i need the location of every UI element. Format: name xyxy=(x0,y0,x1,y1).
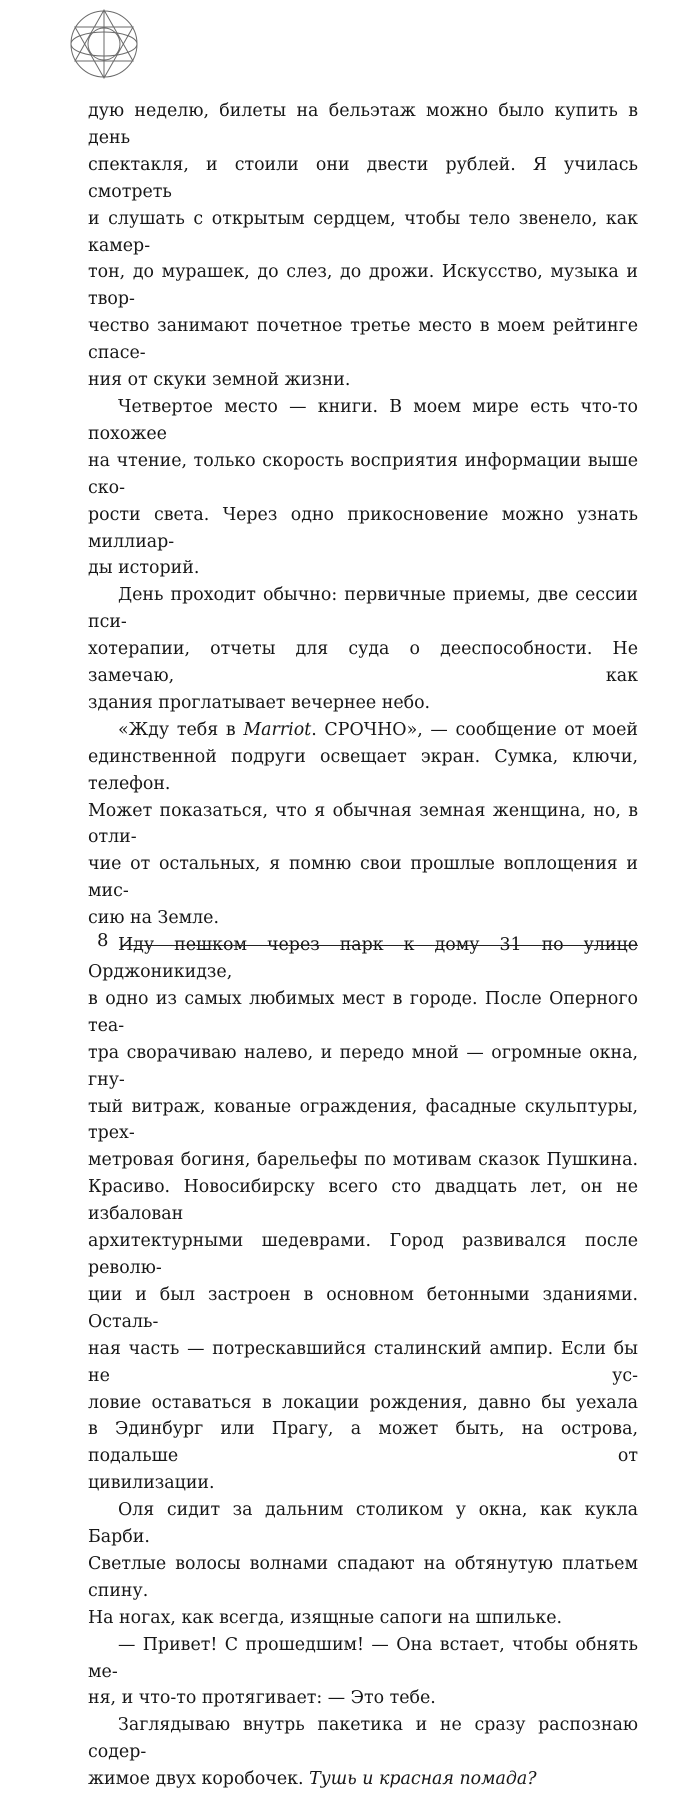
text-line: . СРОЧНО», — сообщение от моей xyxy=(311,719,638,740)
text-line: ная часть — потрескавшийся сталинский ампир. Если бы не ус- xyxy=(88,1338,638,1386)
text-line: Оля сидит за дальним столиком у окна, как кукла Барби. xyxy=(88,1500,638,1548)
paragraph xyxy=(88,394,638,582)
page-number: 8 xyxy=(97,930,109,951)
text-line: спектакля, и стоили они двести рублей. Я училась смотреть xyxy=(88,154,638,202)
text-line: цивилизации. xyxy=(88,1473,215,1494)
text-line: тра сворачиваю налево, и передо мной — огромные окна, гну- xyxy=(88,1042,638,1090)
paragraph xyxy=(88,717,638,932)
text-line: ды историй. xyxy=(88,558,200,579)
paragraph xyxy=(88,582,638,717)
text-line: и слушать с открытым сердцем, чтобы тело звенело, как камер- xyxy=(88,208,638,256)
paragraph xyxy=(88,932,638,1497)
paragraph xyxy=(88,1497,638,1632)
italic-phrase: Тушь и красная помада? xyxy=(309,1769,537,1790)
footer-divider xyxy=(122,945,638,946)
sacred-geometry-icon xyxy=(68,4,140,84)
text-line: Светлые волосы волнами спадают на обтянутую платьем спину. xyxy=(88,1553,638,1601)
text-line: «Жду тебя в xyxy=(118,719,244,740)
text-line: дую неделю, билеты на бельэтаж можно было купить в день xyxy=(88,101,638,148)
text-line: рости света. Через одно прикосновение можно узнать миллиар- xyxy=(88,504,638,552)
text-line: сию на Земле. xyxy=(88,908,220,929)
text-line: Четвертое место — книги. В моем мире есть что-то похожее xyxy=(88,396,638,444)
text-line: в Эдинбург или Прагу, а может быть, на острова, подальше от xyxy=(88,1419,638,1467)
paragraph xyxy=(88,1712,638,1793)
text-line: тон, до мурашек, до слез, до дрожи. Искусство, музыка и твор- xyxy=(88,262,638,310)
text-line: тый витраж, кованые ограждения, фасадные скульптуры, трех- xyxy=(88,1096,638,1144)
text-line: Может показаться, что я обычная земная женщина, но, в отли- xyxy=(88,800,638,848)
paragraph xyxy=(88,1632,638,1713)
text-line: — Привет! С прошедшим! — Она встает, чтобы обнять ме- xyxy=(88,1634,638,1682)
text-line: ния от скуки земной жизни. xyxy=(88,370,351,391)
paragraph xyxy=(88,98,638,394)
text-line: ции и был застроен в основном бетонными зданиями. Осталь- xyxy=(88,1284,638,1332)
text-line: архитектурными шедеврами. Город развивался после револю- xyxy=(88,1231,638,1278)
text-line: метровая богиня, барельефы по мотивам сказок Пушкина. xyxy=(88,1150,638,1171)
text-line: День проходит обычно: первичные приемы, две сессии пси- xyxy=(88,585,638,633)
text-line: жимое двух коробочек. xyxy=(88,1769,310,1790)
text-line: На ногах, как всегда, изящные сапоги на шпильке. xyxy=(88,1607,563,1628)
text-line: чие от остальных, я помню свои прошлые воплощения и мис- xyxy=(88,854,638,902)
text-line: единственной подруги освещает экран. Сумка, ключи, телефон. xyxy=(88,746,638,794)
text-line: ловие оставаться в локации рождения, давно бы уехала xyxy=(88,1392,638,1413)
text-line: на чтение, только скорость восприятия информации выше ско- xyxy=(88,450,638,498)
text-line: Заглядываю внутрь пакетика и не сразу распознаю содер- xyxy=(88,1715,638,1763)
text-line: здания проглатывает вечернее небо. xyxy=(88,692,431,713)
text-line: Иду пешком через парк к дому 31 по улице Орджоникидзе, xyxy=(88,935,638,982)
hotel-name: Marriot xyxy=(243,719,312,740)
text-line: хотерапии, отчеты для суда о дееспособности. Не замечаю, как xyxy=(88,639,638,687)
text-line: Красиво. Новосибирску всего сто двадцать лет, он не избалован xyxy=(88,1177,638,1225)
text-line: в одно из самых любимых мест в городе. После Оперного теа- xyxy=(88,988,638,1036)
text-line: чество занимают почетное третье место в моем рейтинге спасе- xyxy=(88,316,638,364)
text-line: ня, и что-то протягивает: — Это тебе. xyxy=(88,1688,436,1709)
